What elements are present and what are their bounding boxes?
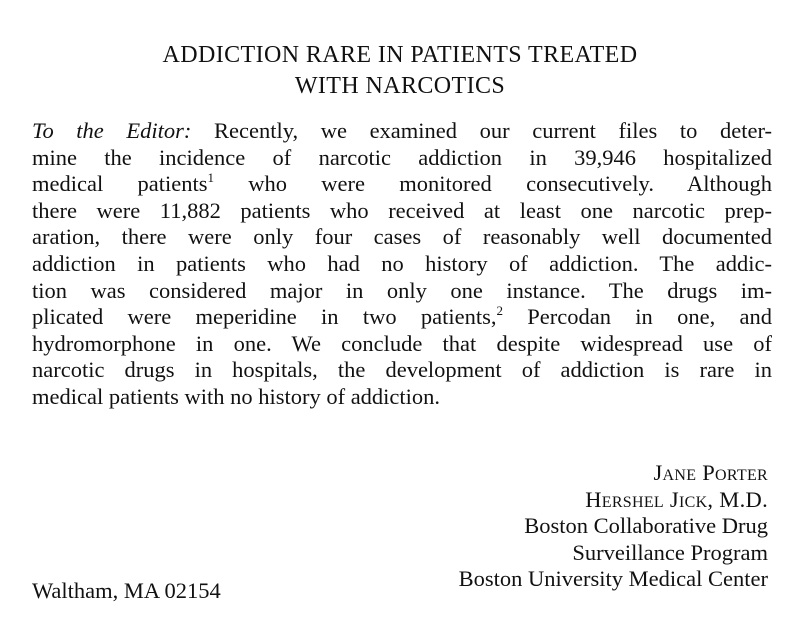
body-line: mine the incidence of narcotic addiction in 39,946 hospitalized bbox=[32, 144, 772, 170]
salutation: To the Editor: bbox=[32, 118, 192, 143]
location-address: Waltham, MA 02154 bbox=[32, 578, 221, 603]
author-name: Jane Porter bbox=[653, 460, 768, 485]
footnote-marker: 2 bbox=[496, 303, 503, 319]
body-text: plicated were meperidine in two patients, bbox=[32, 304, 497, 330]
affiliation-line: Boston Collaborative Drug bbox=[524, 513, 768, 539]
letter-body bbox=[32, 118, 772, 411]
body-line: tion was considered major in only one instance. The drugs im- bbox=[32, 277, 772, 303]
body-text: medical patients bbox=[32, 171, 208, 197]
body-line bbox=[32, 304, 772, 331]
body-text: Recently, we examined our current files to deter- bbox=[191, 118, 772, 143]
body-line bbox=[32, 171, 772, 198]
affiliation-line: Boston University Medical Center bbox=[458, 566, 768, 592]
footnote-marker: 1 bbox=[207, 170, 214, 186]
title-line-1: ADDICTION RARE IN PATIENTS TREATED bbox=[162, 42, 638, 68]
body-line: aration, there were only four cases of reasonably well documented bbox=[32, 224, 772, 250]
body-line: hydromorphone in one. We conclude that despite widespread use of bbox=[32, 330, 772, 356]
letter-title bbox=[0, 40, 800, 102]
signature-block bbox=[459, 460, 768, 593]
body-line: there were 11,882 patients who received at least one narcotic prep- bbox=[32, 197, 772, 223]
title-line-2: WITH NARCOTICS bbox=[294, 73, 506, 99]
author-name: Hershel Jick, M.D. bbox=[585, 486, 768, 512]
body-text: who were monitored consecutively. Although bbox=[213, 171, 772, 197]
affiliation-line: Surveillance Program bbox=[572, 539, 768, 565]
body-line bbox=[32, 118, 772, 145]
body-line: narcotic drugs in hospitals, the development of addiction is rare in bbox=[32, 357, 772, 383]
body-line: medical patients with no history of addiction. bbox=[32, 383, 441, 409]
body-line: addiction in patients who had no history of addiction. The addic- bbox=[32, 250, 772, 276]
body-text: Percodan in one, and bbox=[502, 304, 772, 330]
